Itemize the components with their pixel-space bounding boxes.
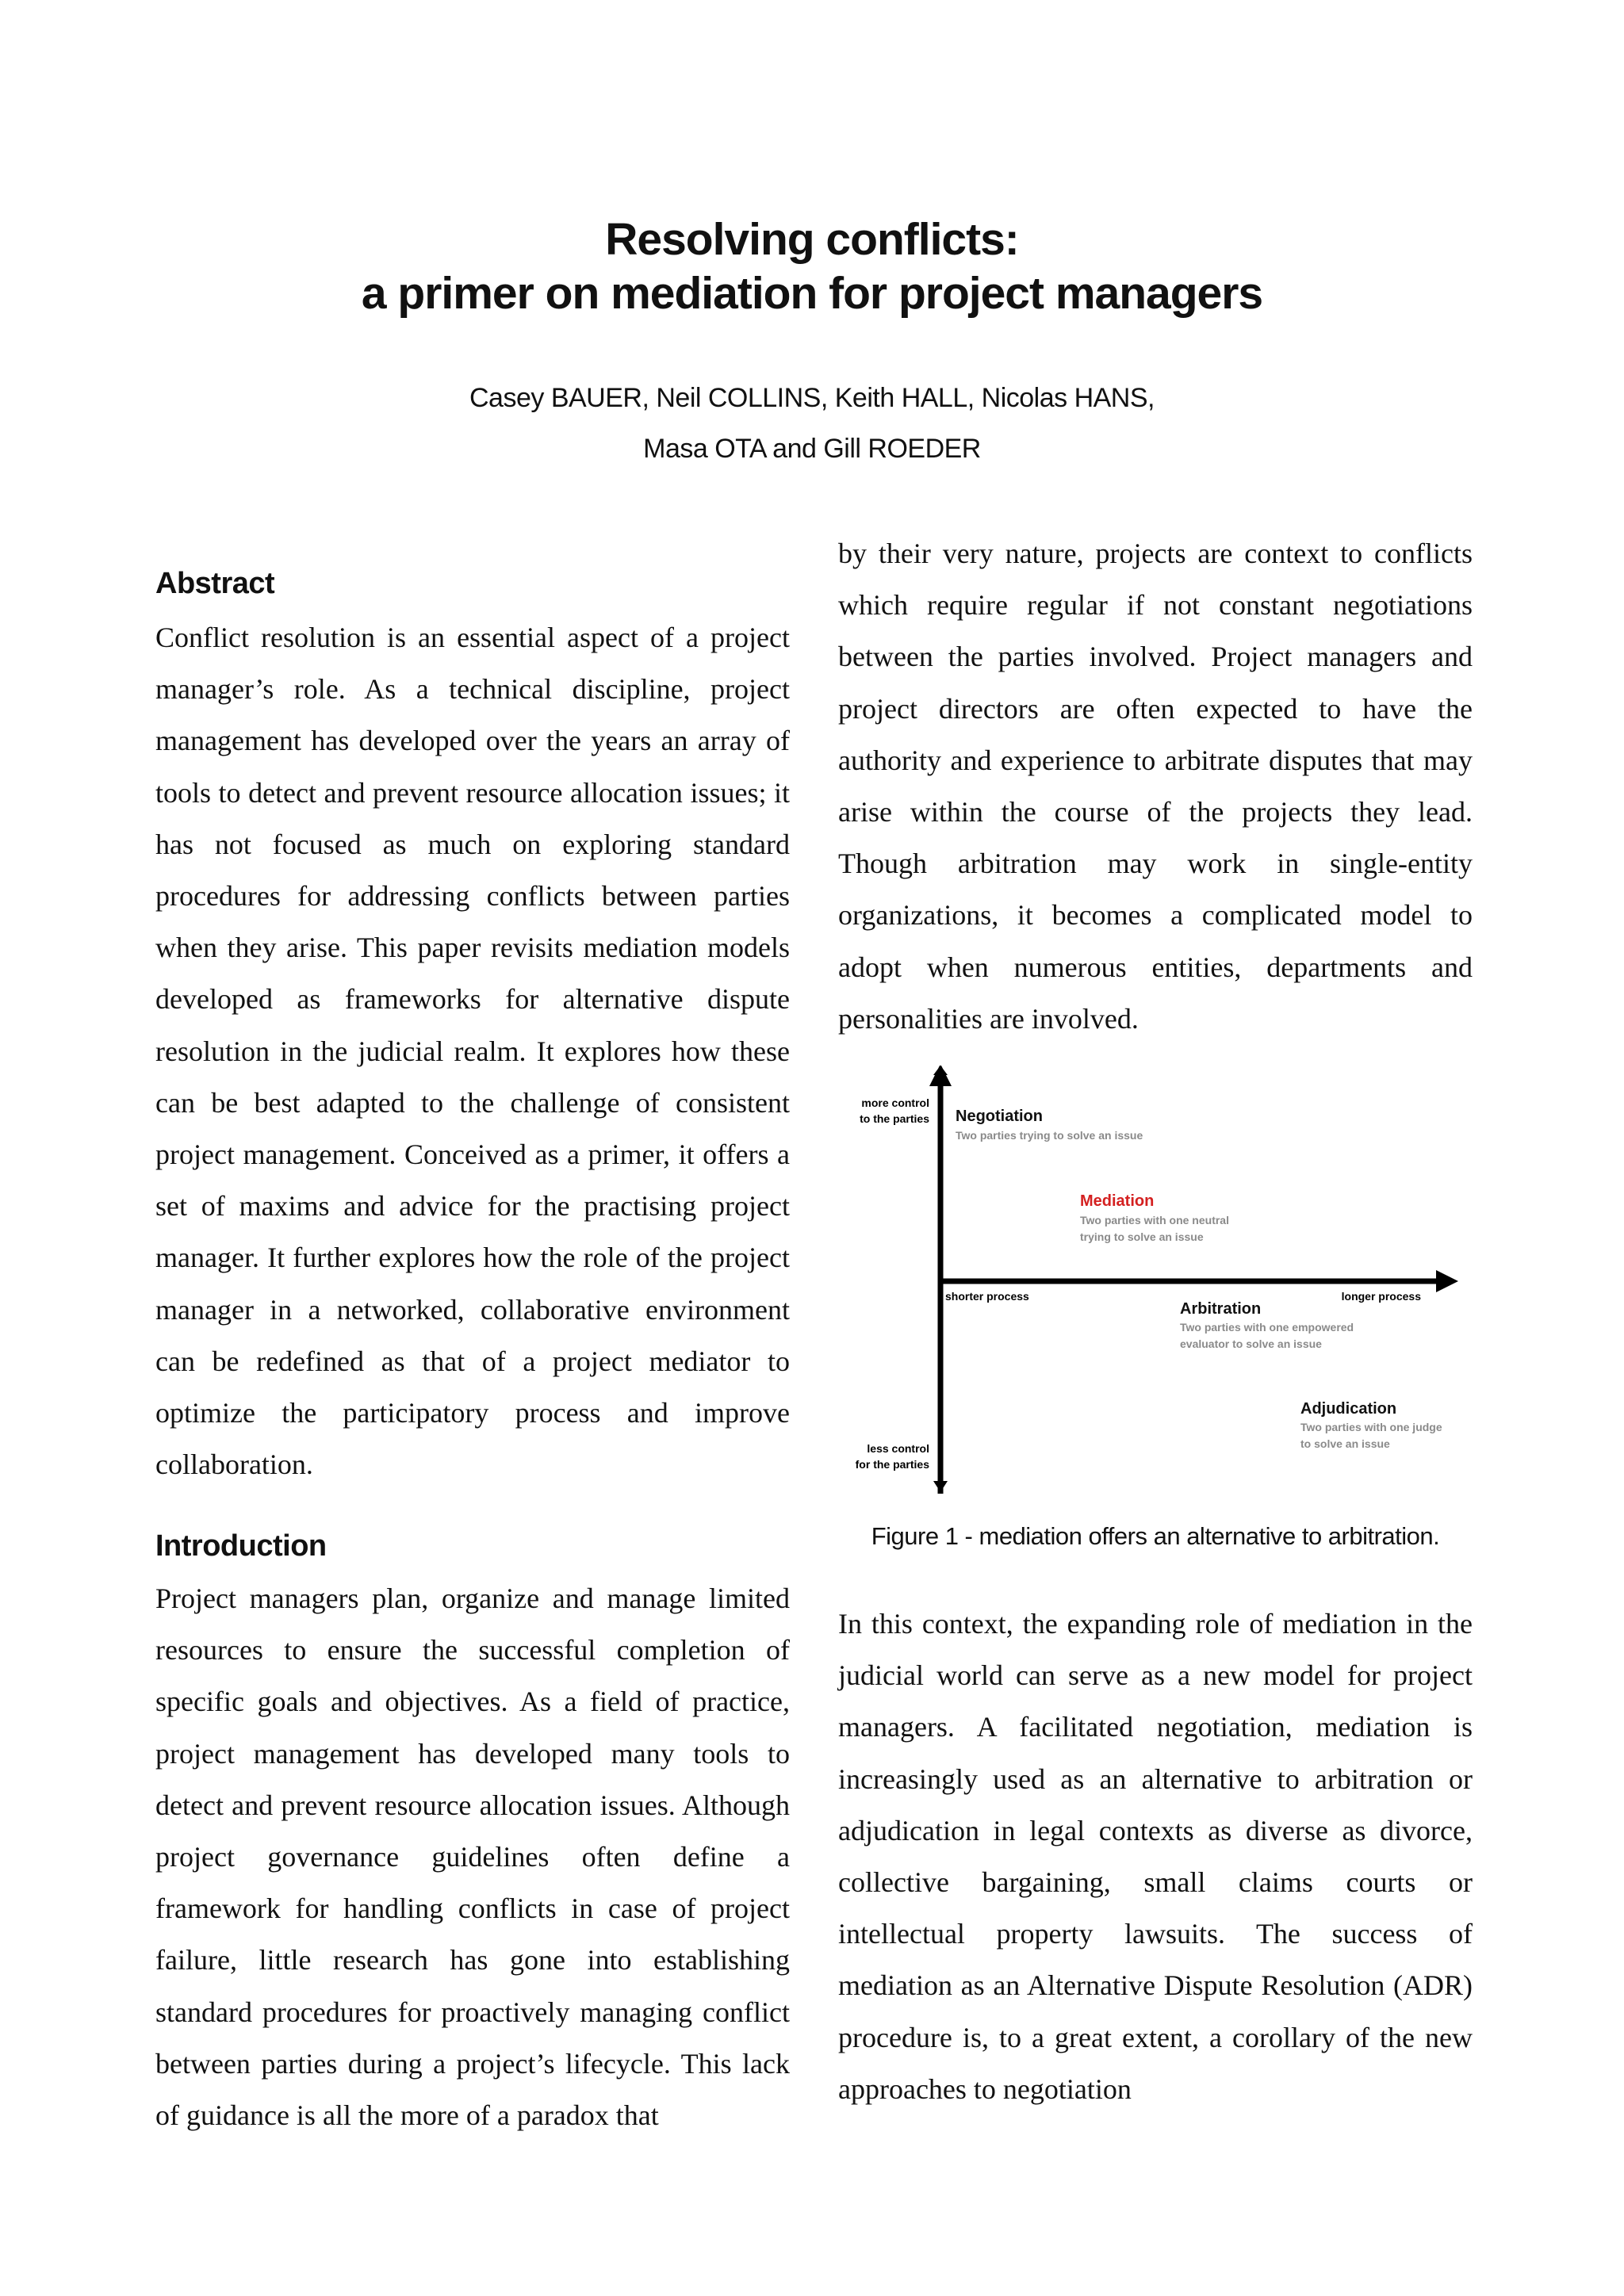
axis-label-bottom-1: less control xyxy=(867,1442,929,1455)
bottom-arrow-icon xyxy=(933,1481,948,1492)
figure-1-diagram xyxy=(848,1066,1475,1494)
title-line-2: a primer on mediation for project managers xyxy=(361,268,1263,319)
negotiation-title: Negotiation xyxy=(956,1108,1043,1125)
mediation-desc-2: trying to solve an issue xyxy=(1080,1230,1204,1243)
abstract-text: Conflict resolution is an essential aspect of a project manager’s role. As a technical discipline, project management has developed over the years an array of tools to detect and prevent resource allocation issues; it has not focused as much on exploring standard procedures for addressing conflicts between parties when they arise. This paper revisits mediation models developed as frameworks for alternative dispute resolution in the judicial realm. It explores how these can be best adapted to the challenge of consistent project management. Conceived as a primer, it offers a set of maxims and advice for the practising project manager. It further explores how the role of the project manager in a networked, collaborative environment can be redefined as that of a project mediator to optimize the participatory process and improve collaboration. xyxy=(155,622,790,1481)
arbitration-desc-2: evaluator to solve an issue xyxy=(1180,1337,1322,1350)
introduction-text: Project managers plan, organize and manage limited resources to ensure the successful completion of specific goals and objectives. As a field of practice, project management has developed many tools to detect and prevent resource allocation issues. Although project governance guidelines often define a framework for handling conflicts in case of project failure, little research has gone into establishing standard procedures for proactively managing conflict between parties during a project’s lifecycle. This lack of guidance is all the more of a paradox that xyxy=(155,1582,790,2132)
authors-line-1: Casey BAUER, Neil COLLINS, Keith HALL, Nicolas HANS, xyxy=(469,383,1155,413)
mediation-title: Mediation xyxy=(1080,1192,1155,1210)
right-paragraph-2: In this context, the expanding role of mediation in the judicial world can serve as a new model for project managers. A facilitated negotiation, mediation is increasingly used as an alternative to arbitration or adjudication in legal contexts as diverse as divorce, collective bargaining, small claims courts or intellectual property lawsuits. The success of mediation as an Alternative Dispute Resolution (ADR) procedure is, to a great extent, a corollary of the new approaches to negotiation xyxy=(838,1608,1473,2105)
axis-label-bottom-2: for the parties xyxy=(855,1458,929,1471)
axis-label-right: longer process xyxy=(1341,1290,1421,1303)
adjudication-desc-2: to solve an issue xyxy=(1300,1437,1390,1450)
authors-line-2: Masa OTA and Gill ROEDER xyxy=(643,434,981,464)
axis-label-top-1: more control xyxy=(861,1096,929,1109)
right-paragraph-1: by their very nature, projects are context to conflicts which require regular if not constant negotiations between the parties involved. Project managers and project directors are often expected to have the authority and experience to arbitrate disputes that may arise within the course of the projects they lead. Though arbitration may work in single-entity organizations, it becomes a complicated model to adopt when numerous entities, departments and personalities are involved. xyxy=(838,538,1473,1035)
mediation-desc-1: Two parties with one neutral xyxy=(1080,1214,1229,1226)
adjudication-desc-1: Two parties with one judge xyxy=(1300,1421,1442,1433)
arbitration-title: Arbitration xyxy=(1180,1300,1262,1318)
abstract-heading: Abstract xyxy=(155,567,275,600)
top-arrow-icon xyxy=(933,1066,948,1075)
axis-label-top-2: to the parties xyxy=(860,1112,929,1125)
figure-caption: Figure 1 - mediation offers an alternative to arbitration. xyxy=(871,1522,1440,1550)
adjudication-title: Adjudication xyxy=(1300,1400,1397,1418)
arbitration-desc-1: Two parties with one empowered xyxy=(1180,1321,1354,1334)
axis-label-left: shorter process xyxy=(945,1290,1029,1303)
paper-title xyxy=(0,212,1624,320)
introduction-heading: Introduction xyxy=(155,1529,327,1563)
negotiation-desc: Two parties trying to solve an issue xyxy=(956,1129,1143,1142)
author-list xyxy=(0,373,1624,474)
title-line-1: Resolving conflicts: xyxy=(605,214,1019,265)
